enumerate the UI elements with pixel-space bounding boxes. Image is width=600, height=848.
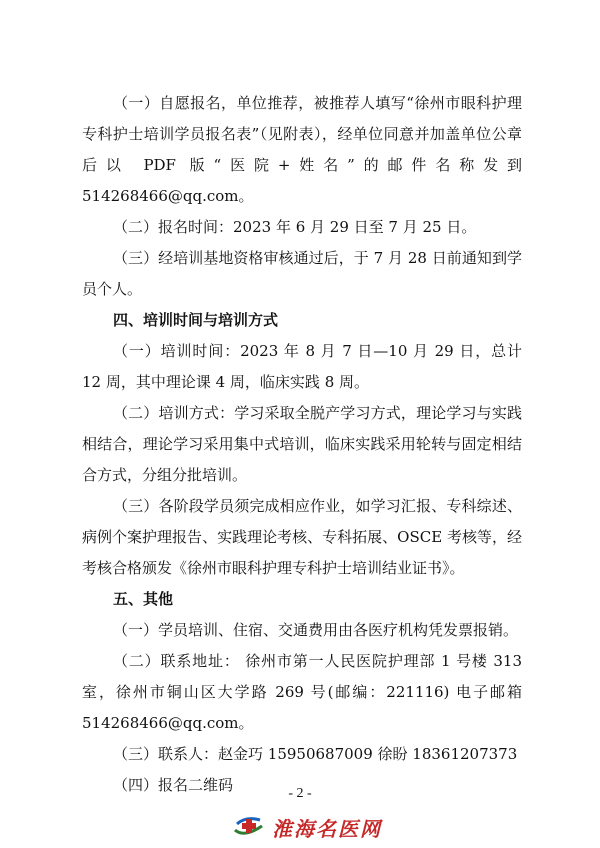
paragraph-qr-code: （四）报名二维码 [113, 776, 234, 794]
paragraph-registration-time: （二）报名时间：2023 年 6 月 29 日至 7 月 25 日。 [113, 218, 477, 236]
paragraph-expenses: （一）学员培训、住宿、交通费用由各医疗机构凭发票报销。 [113, 621, 519, 639]
logo-text: 淮海名医网 [272, 816, 382, 841]
footer-logo [232, 812, 382, 842]
paragraph-contact-address: （二）联系地址： 徐州市第一人民医院护理部 1 号楼 313 室，徐州市铜山区大学路 269 号(邮编：221116) 电子邮箱 514268466@qq.com。 [82, 652, 522, 732]
paragraph-assessment: （三）各阶段学员须完成相应作业，如学习汇报、专科综述、病例个案护理报告、实践理论考核、专科拓展、OSCE 考核等，经考核合格颁发《徐州市眼科护理专科护士培训结业证书》。 [82, 497, 522, 577]
paragraph-qualification-review: （三）经培训基地资格审核通过后，于 7 月 28 日前通知到学员个人。 [82, 249, 522, 298]
paragraph-registration-method: （一）自愿报名，单位推荐，被推荐人填写“徐州市眼科护理专科护士培训学员报名表”（见附表），经单位同意并加盖单位公章后以 PDF 版“医院+姓名”的邮件名称发到 514268466@qq.com。 [82, 94, 522, 205]
paragraph-training-method: （二）培训方式：学习采取全脱产学习方式，理论学习与实践相结合，理论学习采用集中式培训，临床实践采用轮转与固定相结合方式，分组分批培训。 [82, 404, 522, 484]
document-body [82, 88, 522, 801]
paragraph-contact-persons: （三）联系人：赵金巧 15950687009 徐盼 18361207373 [113, 745, 518, 763]
paragraph-training-time: （一）培训时间：2023 年 8 月 7 日—10 月 29 日，总计 12 周，其中理论课 4 周，临床实践 8 周。 [82, 342, 522, 391]
section-heading-other: 五、其他 [113, 590, 174, 608]
page-number: - 2 - [288, 786, 312, 801]
medical-cross-icon [232, 812, 266, 842]
section-heading-training-time: 四、培训时间与培训方式 [113, 311, 279, 329]
